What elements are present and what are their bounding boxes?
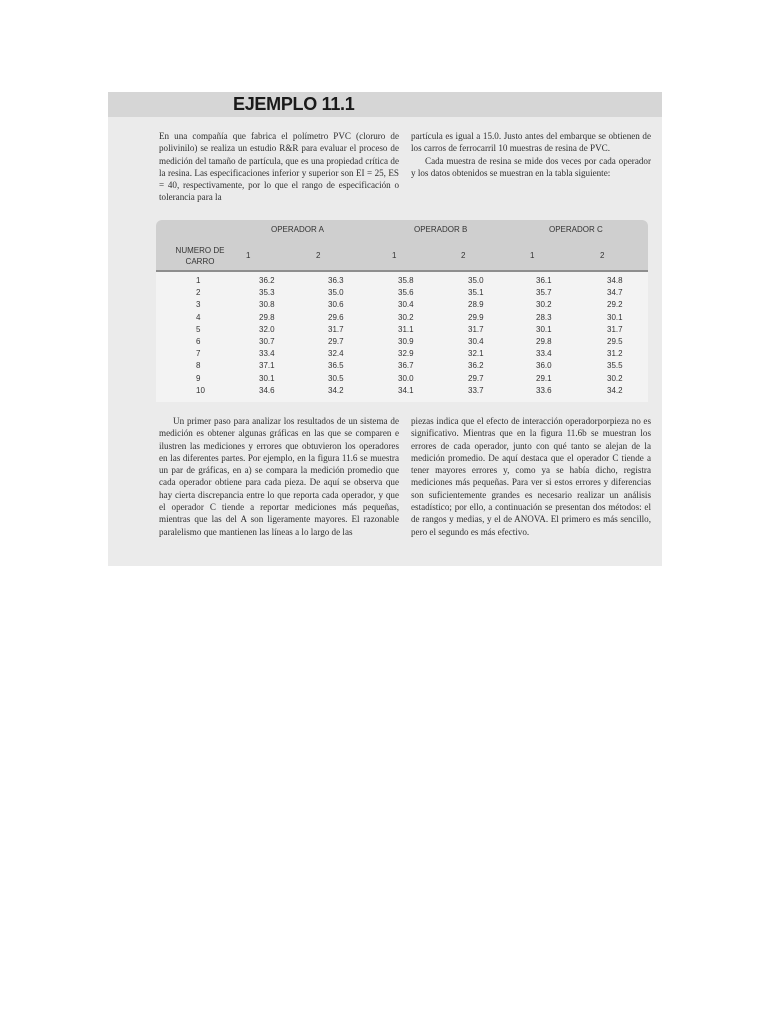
- car-number-cell: 10: [196, 385, 205, 395]
- measurement-cell: 33.4: [536, 349, 552, 359]
- measurement-cell: 31.7: [607, 324, 623, 334]
- measurement-cell: 36.5: [328, 361, 344, 371]
- measurements-table: [156, 220, 648, 402]
- measurement-cell: 33.7: [468, 385, 484, 395]
- measurement-cell: 29.8: [259, 312, 275, 322]
- measurement-cell: 34.2: [607, 385, 623, 395]
- measurement-cell: 30.8: [259, 300, 275, 310]
- measurement-cell: 30.1: [259, 373, 275, 383]
- measurement-cell: 32.0: [259, 324, 275, 334]
- measurement-cell: 32.4: [328, 349, 344, 359]
- measurement-cell: 29.8: [536, 337, 552, 346]
- car-number-cell: 4: [196, 312, 201, 322]
- measurement-cell: 29.2: [607, 300, 623, 310]
- measurement-cell: 36.7: [398, 361, 414, 371]
- example-title: EJEMPLO 11.1: [233, 94, 355, 114]
- measurement-cell: 30.0: [398, 373, 414, 383]
- body-right-column: [411, 415, 651, 538]
- measurement-cell: 30.1: [607, 312, 623, 322]
- body-left-paragraph: Un primer paso para analizar los resultados de un sistema de medición es obtener algunas gráficas en las que se comparen e ilustren las mediciones y errores que obtuvieron los operadores en las diferentes partes. Por ejemplo, en la figura 11.6 se muestra un par de gráficas, en a) se compara la medición promedio que cada operador obtiene para cada pieza. De aquí se observa que hay cierta discrepancia entre lo que reporta cada operador, y que el operador C tiende a reportar mediciones más pequeñas, mientras que las del A son ligeramente mayores. El razonable paralelismo que mantienen las líneas a lo largo de las: [159, 416, 399, 537]
- measurement-cell: 34.6: [259, 385, 275, 395]
- operator-b-header: OPERADOR B: [414, 225, 468, 234]
- intro-left-column: [159, 130, 399, 204]
- measurement-cell: 32.9: [398, 349, 414, 359]
- measurement-cell: 30.4: [398, 300, 414, 310]
- row-header-label: NUMERO DE CARRO: [175, 246, 225, 266]
- measurement-cell: 33.4: [259, 349, 275, 359]
- trial-label: 2: [316, 251, 321, 260]
- measurement-cell: 29.7: [468, 373, 484, 383]
- measurement-cell: 35.0: [328, 288, 344, 298]
- measurement-cell: 30.1: [536, 324, 552, 334]
- measurement-cell: 34.7: [607, 288, 623, 298]
- measurement-cell: 36.1: [536, 276, 552, 285]
- measurement-cell: 29.1: [536, 373, 552, 383]
- car-number-cell: 1: [196, 276, 201, 285]
- operator-a-header: OPERADOR A: [271, 225, 324, 234]
- measurement-cell: 31.1: [398, 324, 414, 334]
- measurement-cell: 36.2: [468, 361, 484, 371]
- measurement-cell: 31.7: [468, 324, 484, 334]
- intro-right-column: [411, 130, 651, 179]
- measurement-cell: 30.4: [468, 337, 484, 346]
- measurement-cell: 35.1: [468, 288, 484, 298]
- trial-label: 1: [530, 251, 535, 260]
- textbook-page: [108, 92, 662, 566]
- measurement-cell: 36.0: [536, 361, 552, 371]
- body-left-column: [159, 415, 399, 538]
- table-body: [156, 272, 648, 402]
- measurement-cell: 34.8: [607, 276, 623, 285]
- car-number-cell: 9: [196, 373, 201, 383]
- measurement-cell: 35.3: [259, 288, 275, 298]
- intro-right-paragraph-2: Cada muestra de resina se mide dos veces por cada operador y los datos obtenidos se muestran en la tabla siguiente:: [411, 155, 651, 178]
- measurement-cell: 35.7: [536, 288, 552, 298]
- measurement-cell: 29.7: [328, 337, 344, 346]
- measurement-cell: 35.5: [607, 361, 623, 371]
- measurement-cell: 28.3: [536, 312, 552, 322]
- trial-label: 2: [600, 251, 605, 260]
- measurement-cell: 30.2: [398, 312, 414, 322]
- measurement-cell: 35.0: [468, 276, 484, 285]
- measurement-cell: 28.9: [468, 300, 484, 310]
- measurement-cell: 37.1: [259, 361, 275, 371]
- measurement-cell: 31.7: [328, 324, 344, 334]
- intro-right-paragraph-1: partícula es igual a 15.0. Justo antes del embarque se obtienen de los carros de ferrocarril 10 muestras de resina de PVC.: [411, 131, 651, 154]
- car-number-cell: 7: [196, 349, 201, 359]
- measurement-cell: 30.7: [259, 337, 275, 346]
- car-number-cell: 8: [196, 361, 201, 371]
- measurement-cell: 30.6: [328, 300, 344, 310]
- measurement-cell: 33.6: [536, 385, 552, 395]
- measurement-cell: 30.2: [536, 300, 552, 310]
- measurement-cell: 31.2: [607, 349, 623, 359]
- table-header: [156, 220, 648, 272]
- car-number-cell: 3: [196, 300, 201, 310]
- operator-c-header: OPERADOR C: [549, 225, 603, 234]
- trial-label: 2: [461, 251, 466, 260]
- body-right-paragraph: piezas indica que el efecto de interacción operadorporpieza no es significativo. Mientras que en la figura 11.6b se muestran los errores de cada operador, junto con qué tanto se alejan de la medición promedio. De aquí destaca que el operador C tiende a tener mayores errores y, como ya se había dicho, registra mediciones más pequeñas. Para ver si estos errores y diferencias son suficientemente grandes es necesario realizar un análisis estadístico; por ello, a continuación se presentan dos métodos: el de rangos y medias, y el de ANOVA. El primero es más sencillo, pero el segundo es más efectivo.: [411, 416, 651, 537]
- trial-label: 1: [246, 251, 251, 260]
- measurement-cell: 32.1: [468, 349, 484, 359]
- measurement-cell: 29.6: [328, 312, 344, 322]
- measurement-cell: 34.2: [328, 385, 344, 395]
- intro-left-paragraph: En una compañía que fabrica el polímetro PVC (cloruro de polivinilo) se realiza un estudio R&R para evaluar el proceso de medición del tamaño de partícula, que es una propiedad crítica de la resina. Las especificaciones inferior y superior son EI = 25, ES = 40, respectivamente, por lo que el rango de especificación o tolerancia para la: [159, 131, 399, 203]
- measurement-cell: 36.3: [328, 276, 344, 285]
- measurement-cell: 29.9: [468, 312, 484, 322]
- measurement-cell: 36.2: [259, 276, 275, 285]
- measurement-cell: 29.5: [607, 337, 623, 346]
- measurement-cell: 30.2: [607, 373, 623, 383]
- measurement-cell: 35.6: [398, 288, 414, 298]
- measurement-cell: 30.9: [398, 337, 414, 346]
- title-bar: [108, 92, 662, 117]
- car-number-cell: 2: [196, 288, 201, 298]
- car-number-cell: 6: [196, 337, 201, 346]
- measurement-cell: 35.8: [398, 276, 414, 285]
- measurement-cell: 30.5: [328, 373, 344, 383]
- car-number-cell: 5: [196, 324, 201, 334]
- measurement-cell: 34.1: [398, 385, 414, 395]
- trial-label: 1: [392, 251, 397, 260]
